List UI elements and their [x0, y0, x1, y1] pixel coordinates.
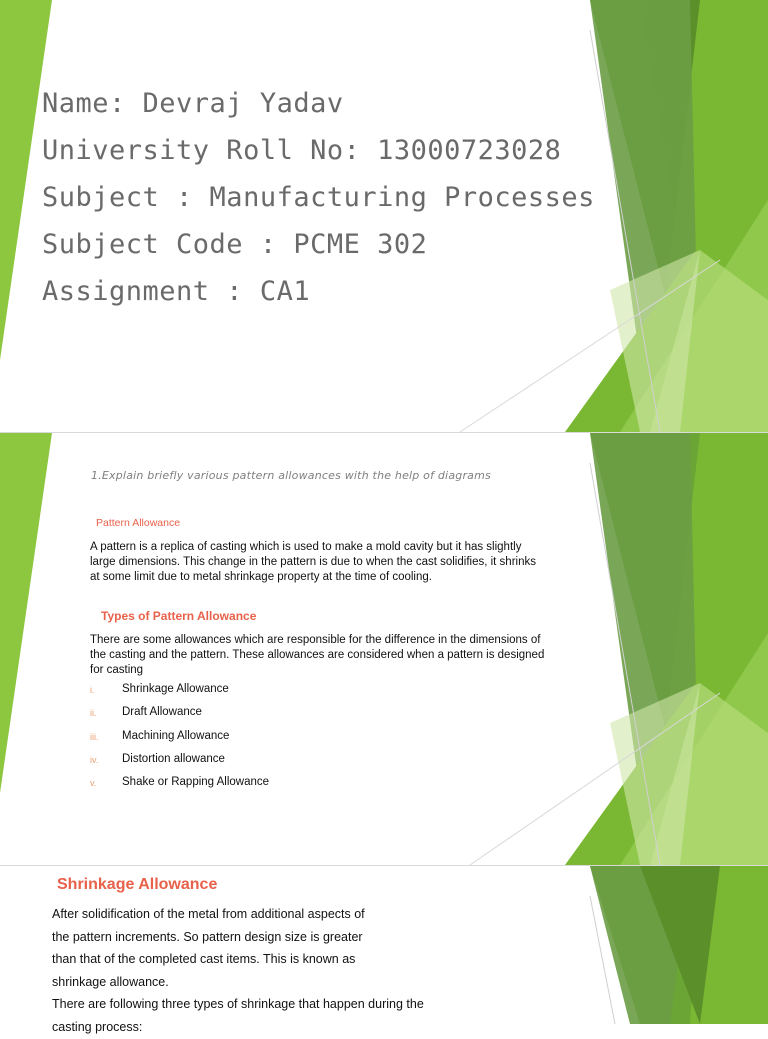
list-number: iii. [90, 731, 99, 742]
list-number: v. [90, 778, 97, 789]
allowances-intro-paragraph: There are some allowances which are responsible for the difference in the dimensions of the casting and the pattern. These allowances are considered when a pattern is designed for casting [90, 634, 545, 676]
green-triangle-decoration [0, 0, 768, 432]
list-text: Shake or Rapping Allowance [122, 776, 270, 789]
types-heading: Types of Pattern Allowance [101, 609, 257, 623]
text-line: the pattern increments. So pattern design size is greater [52, 929, 363, 944]
pattern-definition-paragraph: A pattern is a replica of casting which is used to make a mold cavity but it has slightly large dimensions. This change in the pattern is due to when the cast solidifies, it shrinks at some limit due to metal shrinkage property at the time of cooling. [90, 541, 536, 583]
subject-line: Subject : Manufacturing Processes [42, 182, 595, 213]
subject-code-line: Subject Code : PCME 302 [42, 229, 428, 260]
list-number: i. [90, 685, 95, 695]
title-slide [0, 0, 768, 432]
text-line: shrinkage allowance. [52, 974, 169, 989]
shrinkage-heading: Shrinkage Allowance [57, 876, 218, 893]
list-text: Machining Allowance [122, 729, 230, 742]
assignment-line: Assignment : CA1 [42, 276, 311, 307]
list-number: ii. [90, 708, 97, 719]
list-text: Draft Allowance [122, 706, 202, 719]
name-line: Name: Devraj Yadav [42, 88, 344, 119]
text-line: than that of the completed cast items. This is known as [52, 952, 356, 967]
shrinkage-allowance-slide [0, 866, 768, 1034]
pattern-allowance-slide [0, 433, 768, 865]
roll-number-line: University Roll No: 13000723028 [42, 135, 562, 166]
pattern-allowance-heading: Pattern Allowance [96, 517, 181, 529]
question-text: 1.Explain briefly various pattern allowances with the help of diagrams [91, 469, 491, 482]
text-line: After solidification of the metal from additional aspects of [52, 907, 365, 921]
text-line: There are following three types of shrinkage that happen during the [52, 997, 424, 1012]
shrinkage-paragraph [52, 903, 472, 1039]
list-text: Shrinkage Allowance [122, 683, 229, 695]
text-line: casting process: [52, 1019, 143, 1034]
list-text: Distortion allowance [122, 752, 225, 765]
list-number: iv. [90, 754, 99, 765]
